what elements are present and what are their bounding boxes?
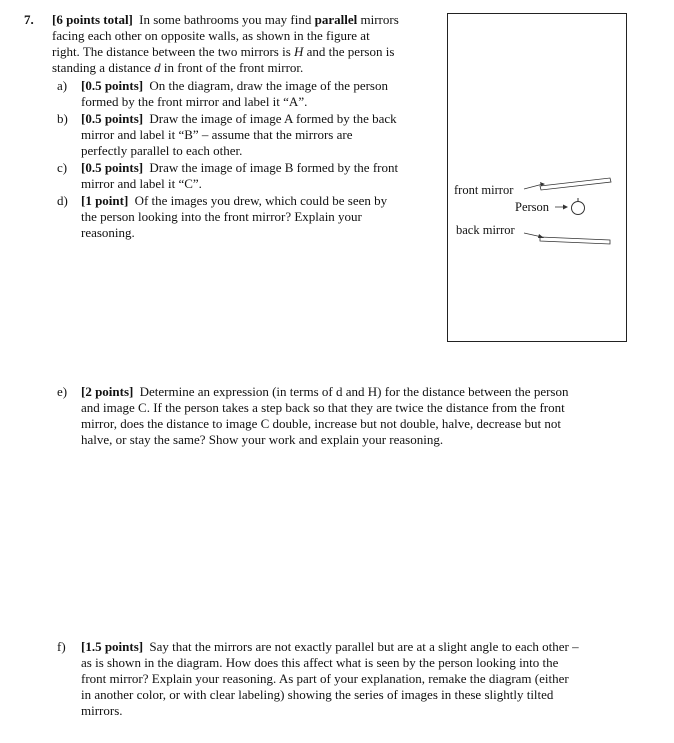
part-d-line-1 bbox=[81, 193, 387, 209]
part-c-line-2: mirror and label it “C”. bbox=[81, 176, 202, 191]
part-b-line-3: perfectly parallel to each other. bbox=[81, 143, 243, 158]
intro-line-4 bbox=[52, 60, 303, 76]
var-H: H bbox=[294, 44, 304, 59]
part-f-label: f) bbox=[57, 639, 66, 654]
diagram-drawing bbox=[448, 14, 628, 343]
back-mirror-label: back mirror bbox=[456, 223, 515, 237]
person-label: Person bbox=[515, 200, 550, 214]
part-e-line-3: mirror, does the distance to image C double, increase but not double, halve, decrease but not bbox=[81, 416, 561, 431]
part-f-line-5: mirrors. bbox=[81, 703, 123, 718]
part-b-points: [0.5 points] bbox=[81, 111, 144, 126]
part-e-line-1 bbox=[81, 384, 568, 400]
mirror-diagram bbox=[447, 13, 627, 342]
part-e-line-4: halve, or stay the same? Show your work and explain your reasoning. bbox=[81, 432, 444, 447]
intro-text: In some bathrooms you may find bbox=[139, 12, 315, 27]
intro-text: mirrors bbox=[357, 12, 399, 27]
part-f-text: Say that the mirrors are not exactly parallel but are at a slight angle to each other – bbox=[149, 639, 579, 654]
person-icon bbox=[572, 202, 585, 215]
intro-text: right. The distance between the two mirrors is bbox=[52, 44, 295, 59]
part-a-line-2: formed by the front mirror and label it “A”. bbox=[81, 94, 308, 109]
part-f-line-1 bbox=[81, 639, 579, 655]
part-c-label: c) bbox=[57, 160, 68, 175]
part-a-points: [0.5 points] bbox=[81, 78, 144, 93]
part-c-line-1 bbox=[81, 160, 398, 176]
total-points: [6 points total] bbox=[52, 12, 133, 27]
person-arrowhead bbox=[563, 205, 568, 210]
parallel-bold: parallel bbox=[314, 12, 358, 27]
part-c-points: [0.5 points] bbox=[81, 160, 144, 175]
part-b-line-1 bbox=[81, 111, 397, 127]
part-b-line-2: mirror and label it “B” – assume that the mirrors are bbox=[81, 127, 353, 142]
intro-text: in front of the front mirror. bbox=[160, 60, 304, 75]
part-d-points: [1 point] bbox=[81, 193, 129, 208]
intro-line-3 bbox=[52, 44, 394, 60]
intro-line-1 bbox=[52, 12, 399, 28]
part-e-points: [2 points] bbox=[81, 384, 134, 399]
part-d-line-3: reasoning. bbox=[81, 225, 135, 240]
part-d-text: Of the images you drew, which could be seen by bbox=[134, 193, 388, 208]
part-d-label: d) bbox=[57, 193, 68, 208]
part-b-text: Draw the image of image A formed by the back bbox=[149, 111, 397, 126]
back-mirror bbox=[540, 237, 610, 244]
intro-text: and the person is bbox=[303, 44, 395, 59]
part-e-text: Determine an expression (in terms of d and H) for the distance between the person bbox=[139, 384, 569, 399]
back-mirror-arrowhead bbox=[538, 234, 544, 238]
intro-line-2: facing each other on opposite walls, as shown in the figure at bbox=[52, 28, 370, 43]
part-b-label: b) bbox=[57, 111, 68, 126]
part-a-label: a) bbox=[57, 78, 68, 93]
part-a-text: On the diagram, draw the image of the person bbox=[149, 78, 388, 93]
part-d-line-2: the person looking into the front mirror? Explain your bbox=[81, 209, 362, 224]
part-f-points: [1.5 points] bbox=[81, 639, 144, 654]
part-e-label: e) bbox=[57, 384, 68, 399]
front-mirror bbox=[540, 178, 611, 190]
question-number: 7. bbox=[24, 12, 34, 27]
var-d: d bbox=[154, 60, 161, 75]
front-mirror-label: front mirror bbox=[454, 183, 514, 197]
part-a-line-1 bbox=[81, 78, 388, 94]
part-f-line-2: as is shown in the diagram. How does this affect what is seen by the person looking into the bbox=[81, 655, 559, 670]
part-c-text: Draw the image of image B formed by the front bbox=[149, 160, 399, 175]
part-f-line-3: front mirror? Explain your reasoning. As part of your explanation, remake the diagram (either bbox=[81, 671, 569, 686]
intro-text: standing a distance bbox=[52, 60, 155, 75]
part-e-line-2: and image C. If the person takes a step back so that they are twice the distance from the front bbox=[81, 400, 565, 415]
part-f-line-4: in another color, or with clear labeling) showing the series of images in these slightly tilted bbox=[81, 687, 554, 702]
